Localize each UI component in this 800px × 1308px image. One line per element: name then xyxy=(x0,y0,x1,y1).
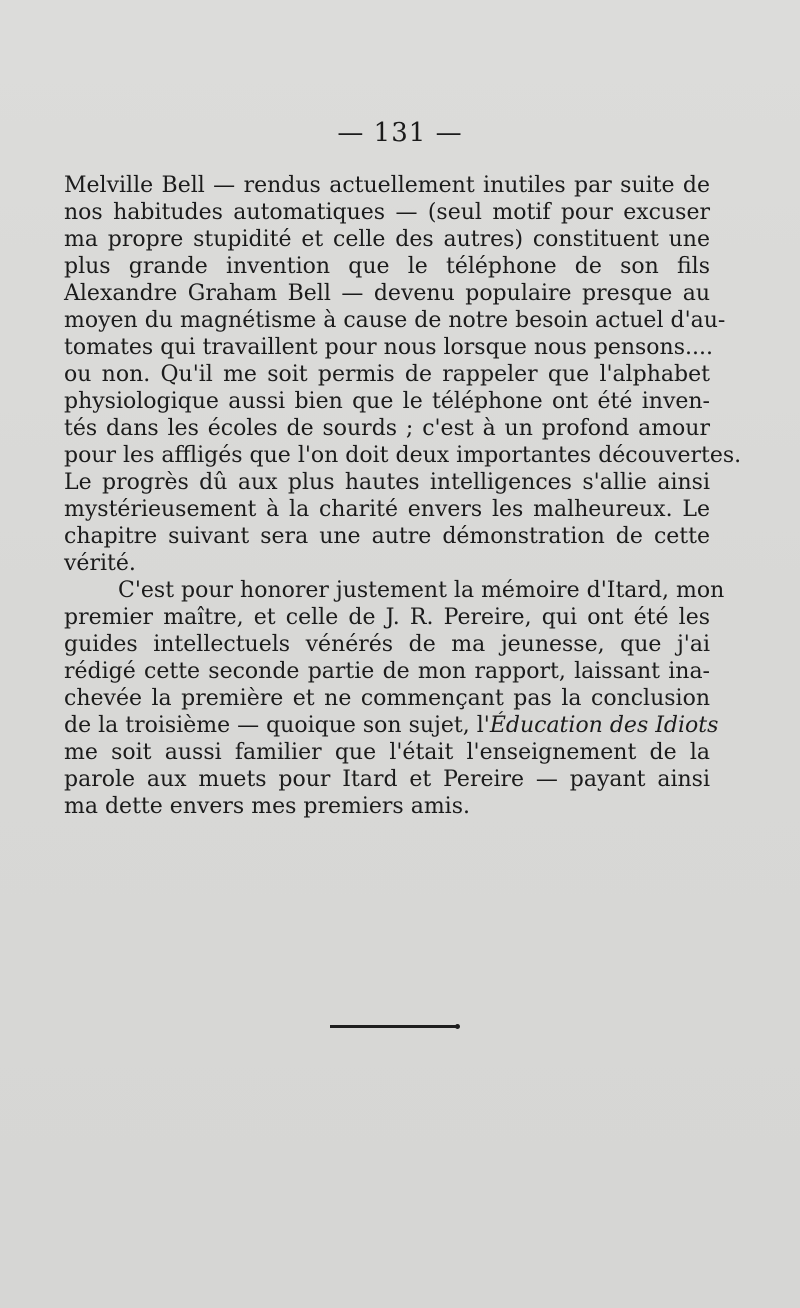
paragraph-1 xyxy=(64,172,742,577)
text-line: premier maître, et celle de J. R. Pereire, qui ont été les xyxy=(64,605,710,630)
text-line: guides intellectuels vénérés de ma jeunesse, que j'ai xyxy=(64,632,710,657)
text-line: ou non. Qu'il me soit permis de rappeler que l'alphabet xyxy=(64,362,710,387)
text-line: parole aux muets pour Itard et Pereire — payant ainsi xyxy=(64,767,710,792)
text-line: moyen du magnétisme à cause de notre besoin actuel d'au- xyxy=(64,308,726,333)
text-line-with-title xyxy=(64,712,719,739)
page-number: — 131 — xyxy=(337,118,463,148)
paragraph-2 xyxy=(64,577,725,820)
text-line: vérité. xyxy=(64,551,136,576)
text-line: plus grande invention que le téléphone de son fils xyxy=(64,254,710,279)
text-line: ma propre stupidité et celle des autres) constituent une xyxy=(64,227,710,252)
end-rule-divider xyxy=(330,1025,456,1028)
text-line: C'est pour honorer justement la mémoire d'Itard, mon xyxy=(118,578,725,603)
text-line: tés dans les écoles de sourds ; c'est à un profond amour xyxy=(64,416,710,441)
text-line: me soit aussi familier que l'était l'enseignement de la xyxy=(64,740,710,765)
text-line: Melville Bell — rendus actuellement inutiles par suite de xyxy=(64,173,710,198)
text-line: pour les affligés que l'on doit deux importantes découvertes. xyxy=(64,443,742,468)
text-line: chapitre suivant sera une autre démonstration de cette xyxy=(64,524,710,549)
body-text xyxy=(64,172,742,820)
text-line: chevée la première et ne commençant pas la conclusion xyxy=(64,686,710,711)
text-line: tomates qui travaillent pour nous lorsque nous pensons.... xyxy=(64,335,713,360)
text-line: Alexandre Graham Bell — devenu populaire presque au xyxy=(64,281,710,306)
text-line: Le progrès dû aux plus hautes intelligences s'allie ainsi xyxy=(64,470,710,495)
text-fragment: de la troisième — quoique son sujet, l' xyxy=(64,713,490,738)
text-line: physiologique aussi bien que le téléphone ont été inven- xyxy=(64,389,710,414)
text-line: ma dette envers mes premiers amis. xyxy=(64,794,471,819)
book-title: Éducation des Idiots xyxy=(489,713,719,738)
text-line: mystérieusement à la charité envers les malheureux. Le xyxy=(64,497,710,522)
text-line: nos habitudes automatiques — (seul motif pour excuser xyxy=(64,200,710,225)
text-line: rédigé cette seconde partie de mon rapport, laissant ina- xyxy=(64,659,710,684)
